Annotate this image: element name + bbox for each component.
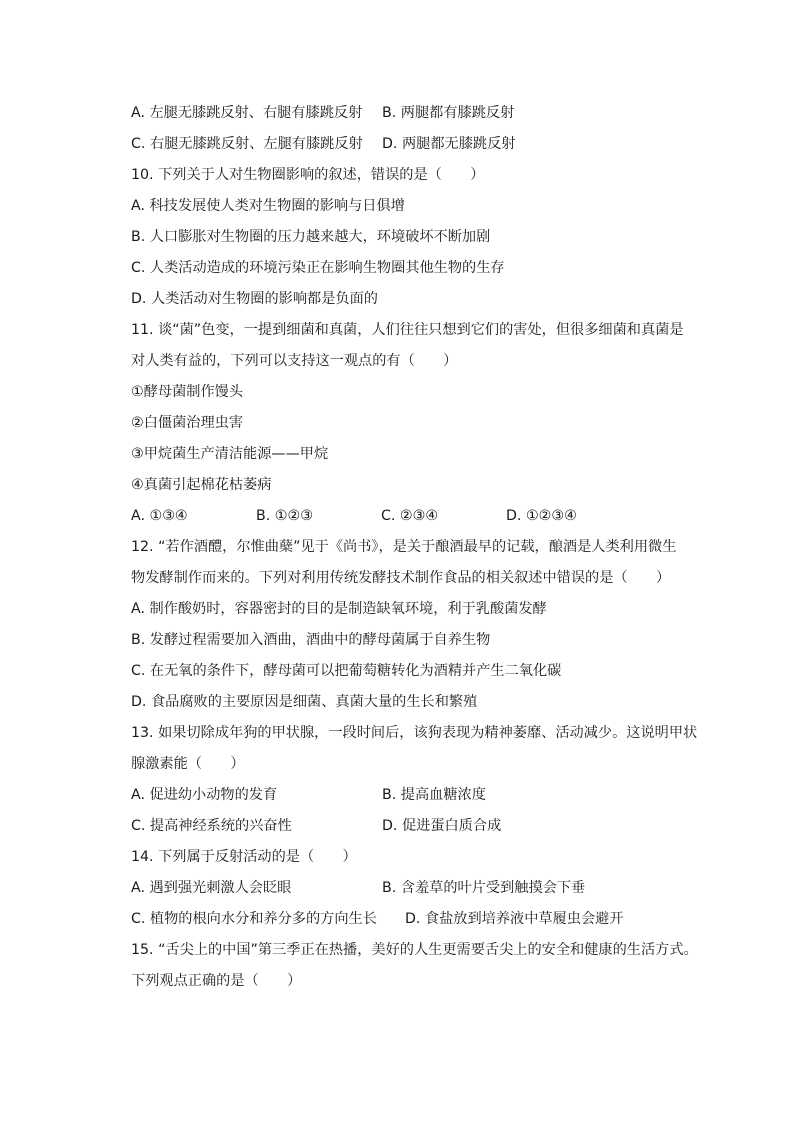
q10-option-b: B. 人口膨胀对生物圈的压力越来越大，环境破坏不断加剧 [131,229,491,245]
q12-stem-line-2: 物发酵制作而来的。下列对利用传统发酵技术制作食品的相关叙述中错误的是（ ） [131,570,671,586]
q12-option-a: A. 制作酸奶时，容器密封的目的是制造缺氧环境，利于乳酸菌发酵 [131,601,547,617]
q10-stem: 10. 下列关于人对生物圈影响的叙述，错误的是（ ） [131,167,485,183]
q11-item-3: ③甲烷菌生产清洁能源——甲烷 [131,446,329,462]
q9-options-row-2 [131,129,701,160]
q12-stem-line-1: 12. “若作酒醴，尔惟曲蘖”见于《尚书》，是关于酿酒最早的记载，酿酒是人类利用微生 [131,539,677,555]
q9-option-a: A. 左腿无膝跳反射、右腿有膝跳反射 [131,105,363,121]
q9-options-row-1 [131,98,701,129]
q9-option-c: C. 右腿无膝跳反射、左腿有膝跳反射 [131,136,363,152]
q11-stem-line-1: 11. 谈“菌”色变，一提到细菌和真菌，人们往往只想到它们的害处，但很多细菌和真菌是 [131,322,684,338]
q10-option-c: C. 人类活动造成的环境污染正在影响生物圈其他生物的生存 [131,260,505,276]
q11-option-a: A. ①③④ [131,508,188,524]
q11-item-4: ④真菌引起棉花枯萎病 [131,477,272,493]
q14-option-d: D. 食盐放到培养液中草履虫会避开 [404,911,624,927]
q10-option-d: D. 人类活动对生物圈的影响都是负面的 [131,291,378,307]
q9-option-d: D. 两腿都无膝跳反射 [382,136,516,152]
q14-option-a: A. 遇到强光刺激人会眨眼 [131,880,292,896]
q12-option-b: B. 发酵过程需要加入酒曲，酒曲中的酵母菌属于自养生物 [131,632,491,648]
q14-option-b: B. 含羞草的叶片受到触摸会下垂 [382,880,586,896]
q14-option-c: C. 植物的根向水分和养分多的方向生长 [131,911,377,927]
q13-stem-line-1: 13. 如果切除成年狗的甲状腺，一段时间后，该狗表现为精神萎靡、活动减少。这说明甲状 [131,725,698,741]
q13-options-row-2 [131,811,701,842]
q11-item-2: ②白僵菌治理虫害 [131,415,244,431]
q14-options-row-2 [131,904,701,935]
exam-page [131,98,701,997]
q14-stem: 14. 下列属于反射活动的是（ ） [131,849,357,865]
q13-option-c: C. 提高神经系统的兴奋性 [131,818,292,834]
q15-stem-line-1: 15. “舌尖上的中国”第三季正在热播，美好的人生更需要舌尖上的安全和健康的生活方式。 [131,942,698,958]
q10-option-a: A. 科技发展使人类对生物圈的影响与日俱增 [131,198,405,214]
q11-option-d: D. ①②③④ [506,508,577,524]
q11-stem-line-2: 对人类有益的，下列可以支持这一观点的有（ ） [131,353,458,369]
q12-option-d: D. 食品腐败的主要原因是细菌、真菌大量的生长和繁殖 [131,694,478,710]
q11-options-row [131,501,701,532]
q14-options-row-1 [131,873,701,904]
q13-option-a: A. 促进幼小动物的发育 [131,787,278,803]
q13-stem-line-2: 腺激素能（ ） [131,756,245,772]
q15-stem-line-2: 下列观点正确的是（ ） [131,973,302,989]
q11-item-1: ①酵母菌制作馒头 [131,384,244,400]
q13-options-row-1 [131,780,701,811]
q13-option-b: B. 提高血糖浓度 [382,787,486,803]
q12-option-c: C. 在无氧的条件下，酵母菌可以把葡萄糖转化为酒精并产生二氧化碳 [131,663,562,679]
q13-option-d: D. 促进蛋白质合成 [382,818,502,834]
q11-option-c: C. ②③④ [381,508,439,524]
q9-option-b: B. 两腿都有膝跳反射 [382,105,515,121]
q11-option-b: B. ①②③ [256,508,313,524]
